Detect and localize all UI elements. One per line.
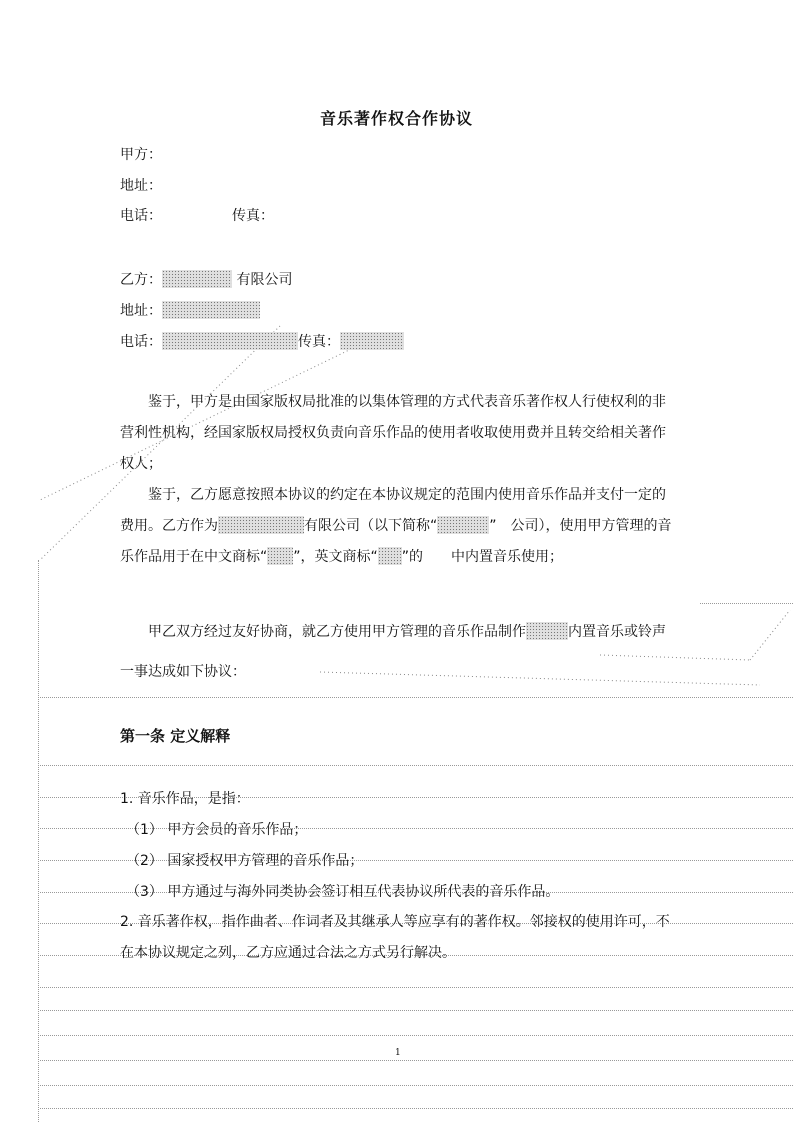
text-run: 有限公司（以下简称“	[304, 518, 438, 534]
text-run: 内置音乐或铃声一事达成如下协议：	[120, 624, 666, 680]
party-b-name-label: 乙方：	[120, 272, 162, 288]
redacted-block	[218, 516, 304, 534]
party-b-company-suffix: 有限公司	[236, 272, 293, 288]
party-b-fax-label: 传真：	[298, 334, 340, 350]
redacted-block	[162, 332, 298, 350]
redacted-block	[162, 270, 232, 288]
redacted-block	[162, 301, 260, 319]
party-b-address-label: 地址：	[120, 303, 162, 319]
text-run: ”，英文商标“	[293, 549, 378, 565]
preamble-paragraph-1: 鉴于，甲方是由国家版权局批准的以集体管理的方式代表音乐著作权人行使权利的非营利性机构，经国家版权局授权负责向音乐作品的使用者收取使用费并且转交给相关著作权人；	[120, 394, 666, 472]
text-run: 甲乙双方经过友好协商，就乙方使用甲方管理的音乐作品制作	[148, 624, 526, 640]
redacted-block	[340, 332, 404, 350]
party-a-name-label: 甲方：	[120, 147, 162, 163]
redacted-block	[526, 622, 568, 640]
text-run: ”的 中内置音乐使用；	[401, 549, 564, 565]
party-b-phone-label: 电话：	[120, 334, 162, 350]
party-a-phone-label: 电话：	[120, 208, 162, 224]
text-run: 鉴于，乙方愿意按照本协议的约定在本协议规定的范围内使用音乐作品并支付一定的费用。乙方作为	[120, 487, 666, 534]
article-1-item-1: 1. 音乐作品，是指：	[120, 791, 250, 807]
redacted-block	[267, 547, 293, 565]
article-1-sub-item-1: （1） 甲方会员的音乐作品；	[126, 822, 308, 838]
article-1-heading: 第一条 定义解释	[120, 727, 231, 745]
text-run: ” 公司），使用甲方管理的音乐作品用于在中文商标“	[120, 518, 672, 565]
page-number: 1	[395, 1048, 401, 1058]
redacted-block	[437, 516, 489, 534]
article-1-sub-item-2: （2） 国家授权甲方管理的音乐作品；	[126, 853, 364, 869]
party-a-address-label: 地址：	[120, 178, 162, 194]
party-a-fax-label: 传真：	[232, 208, 274, 224]
document-title: 音乐著作权合作协议	[319, 109, 473, 128]
article-1-sub-item-3: （3） 甲方通过与海外同类协会签订相互代表协议所代表的音乐作品。	[126, 884, 560, 900]
article-1-item-2: 2. 音乐著作权，指作曲者、作词者及其继承人等应享有的著作权。邻接权的使用许可，不在本协议规定之列，乙方应通过合法之方式另行解决。	[120, 914, 670, 961]
redacted-block	[378, 547, 402, 565]
preamble-paragraph-2	[120, 480, 675, 573]
party-b-address-row	[120, 301, 260, 320]
party-b-phone-row	[120, 332, 404, 351]
party-b-name-row	[120, 270, 292, 289]
preamble-paragraph-3	[120, 612, 675, 692]
